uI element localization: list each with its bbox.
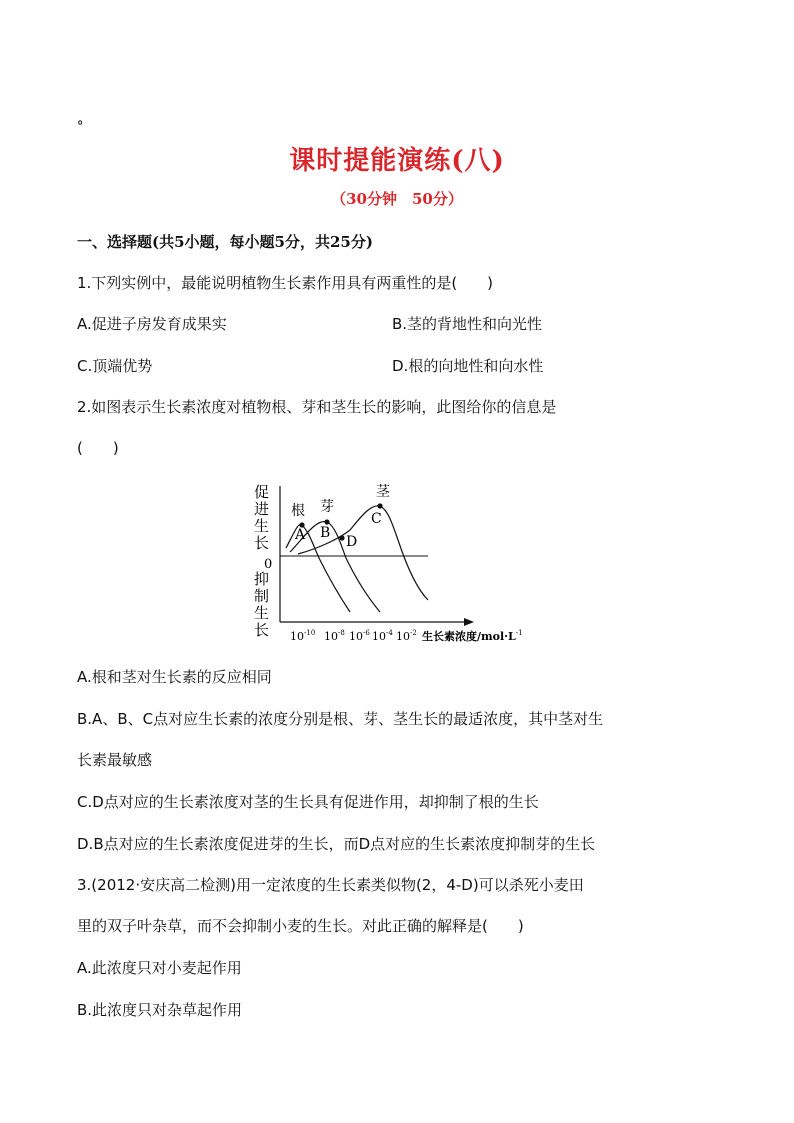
question-1-stem: 1.下列实例中，最能说明植物生长素作用具有两重性的是( ) <box>77 274 494 292</box>
point-b-label: B <box>320 525 331 541</box>
y-label-promote-4: 长 <box>254 534 270 552</box>
y-label-promote-2: 进 <box>254 500 270 518</box>
question-2-option-c: C.D点对应的生长素浓度对茎的生长具有促进作用，却抑制了根的生长 <box>77 793 539 811</box>
page-title: 课时提能演练(八) <box>289 146 505 176</box>
question-3-stem-line-2: 里的双子叶杂草，而不会抑制小麦的生长。对此正确的解释是( ) <box>77 917 524 935</box>
question-1-option-a: A.促进子房发育成果实 <box>77 315 227 333</box>
question-2-stem-line-1: 2.如图表示生长素浓度对植物根、芽和茎生长的影响，此图给你的信息是 <box>77 398 557 416</box>
y-label-promote-3: 生 <box>254 517 270 535</box>
bud-label: 芽 <box>320 499 334 515</box>
y-label-inhibit-2: 制 <box>254 587 270 605</box>
question-3-stem-line-1: 3.(2012·安庆高二检测)用一定浓度的生长素类似物(2，4-D)可以杀死小麦田 <box>77 876 584 894</box>
x-tick-4: $10^{-4}$ <box>372 629 393 643</box>
page-subtitle: （30分钟 50分） <box>331 190 463 208</box>
y-zero-label: 0 <box>264 557 273 572</box>
point-d-marker <box>339 535 344 540</box>
question-2-option-b-line-1: B.A、B、C点对应生长素的浓度分别是根、芽、茎生长的最适浓度，其中茎对生 <box>77 710 604 728</box>
point-c-marker <box>377 503 382 508</box>
root-label: 根 <box>291 503 305 519</box>
point-c-label: C <box>371 511 382 527</box>
y-label-inhibit-1: 抑 <box>254 570 270 588</box>
auxin-response-graph <box>250 478 560 648</box>
question-3-option-a: A.此浓度只对小麦起作用 <box>77 959 242 977</box>
question-1-option-b: B.茎的背地性和向光性 <box>392 315 543 333</box>
point-a-label: A <box>295 527 306 543</box>
section-heading: 一、选择题(共5小题，每小题5分，共25分) <box>77 233 373 251</box>
stem-curve <box>298 506 428 600</box>
x-tick-1: $10^{-10}$ <box>290 629 316 643</box>
stray-mark: 。 <box>78 112 91 126</box>
question-2-option-d: D.B点对应的生长素浓度促进芽的生长，而D点对应的生长素浓度抑制芽的生长 <box>77 835 596 853</box>
stem-label: 茎 <box>376 484 390 500</box>
question-2-stem-line-2: ( ) <box>77 439 119 457</box>
y-label-inhibit-4: 长 <box>254 621 270 639</box>
x-tick-2: $10^{-8}$ <box>324 629 345 643</box>
x-axis-label: 生长素浓度$/mol\cdot L^{-1}$ <box>422 629 523 643</box>
question-1-option-d: D.根的向地性和向水性 <box>392 357 544 375</box>
y-label-promote-1: 促 <box>254 483 270 501</box>
question-2-option-b-line-2: 长素最敏感 <box>77 751 153 769</box>
y-label-inhibit-3: 生 <box>254 604 270 622</box>
point-d-label: D <box>346 534 358 550</box>
x-tick-5: $10^{-2}$ <box>396 629 417 643</box>
question-2-option-a: A.根和茎对生长素的反应相同 <box>77 668 272 686</box>
question-1-option-c: C.顶端优势 <box>77 357 153 375</box>
point-b-marker <box>324 519 329 524</box>
x-tick-3: $10^{-6}$ <box>349 629 370 643</box>
question-3-option-b: B.此浓度只对杂草起作用 <box>77 1001 243 1019</box>
